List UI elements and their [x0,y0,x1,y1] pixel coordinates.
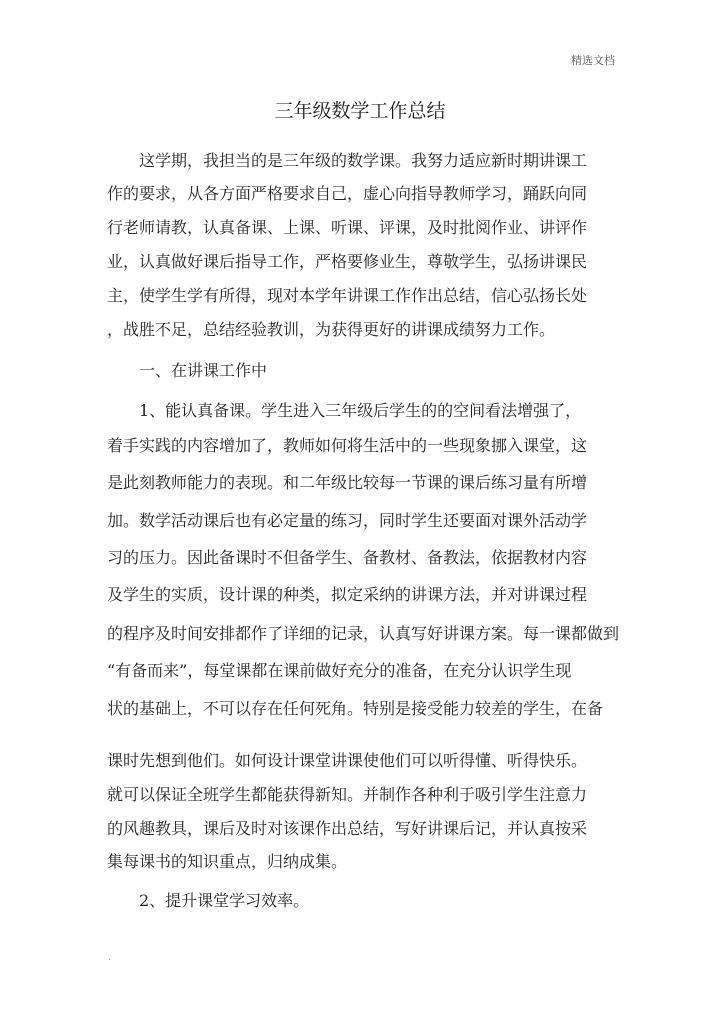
paragraph-line: 加。数学活动课后也有必定量的练习，同时学生还要面对课外活动学 [107,511,588,530]
paragraph-line: 业，认真做好课后指导工作，严格要修业生，尊敬学生，弘扬讲课民 [107,252,588,271]
header-watermark: 精选文档 [571,54,615,67]
paragraph-line: 是此刻教师能力的表现。和二年级比较每一节课的课后练习量有所增 [107,473,588,492]
paragraph-line: 状的基础上，不可以存在任何死角。特别是接受能力较差的学生，在备 [107,699,604,718]
section-heading: 一、在讲课工作中 [107,361,268,380]
paragraph-line: 1、能认真备课。学生进入三年级后学生的的空间看法增强了， [107,401,582,420]
paragraph-line: “有备而来”，每堂课都在课前做好充分的准备，在充分认识学生现 [107,661,572,680]
paragraph-line: 作的要求，从各方面严格要求自己，虚心向指导教师学习，踊跃向同 [107,184,588,203]
page-title: 三年级数学工作总结 [274,100,446,122]
section-heading: 2、提升课堂学习效率。 [107,891,310,910]
paragraph-line: 行老师请教，认真备课、上课、听课、评课，及时批阅作业、讲评作 [107,218,588,237]
paragraph-line: 这学期，我担当的是三年级的数学课。我努力适应新时期讲课工 [107,151,588,170]
paragraph-line: 着手实践的内容增加了，教师如何将生活中的一些现象挪入课堂，这 [107,436,588,455]
paragraph-line: 的风趣教具，课后及时对该课作出总结，写好讲课后记，并认真按采 [107,819,588,838]
paragraph-line: 集每课书的知识重点，归纳成集。 [107,852,348,871]
paragraph-line: 课时先想到他们。如何设计课堂讲课使他们可以听得懂、听得快乐。 [107,751,588,770]
paragraph-line: 就可以保证全班学生都能获得新知。并制作各种利于吸引学生注意力 [107,785,588,804]
paragraph-line: 主，使学生学有所得，现对本学年讲课工作作出总结，信心弘扬长处 [107,286,588,305]
paragraph-line: ，战胜不足，总结经验教训，为获得更好的讲课成绩努力工作。 [107,320,556,339]
paragraph-line: 及学生的实质，设计课的种类，拟定采纳的讲课方法，并对讲课过程 [107,585,588,604]
paragraph-line: 的程序及时间安排都作了详细的记录，认真写好讲课方案。每一课都做到 [107,624,620,643]
paragraph-line: 习的压力。因此备课时不但备学生、备教材、备教法，依据教材内容 [107,548,588,567]
footer-mark: . [108,952,112,963]
